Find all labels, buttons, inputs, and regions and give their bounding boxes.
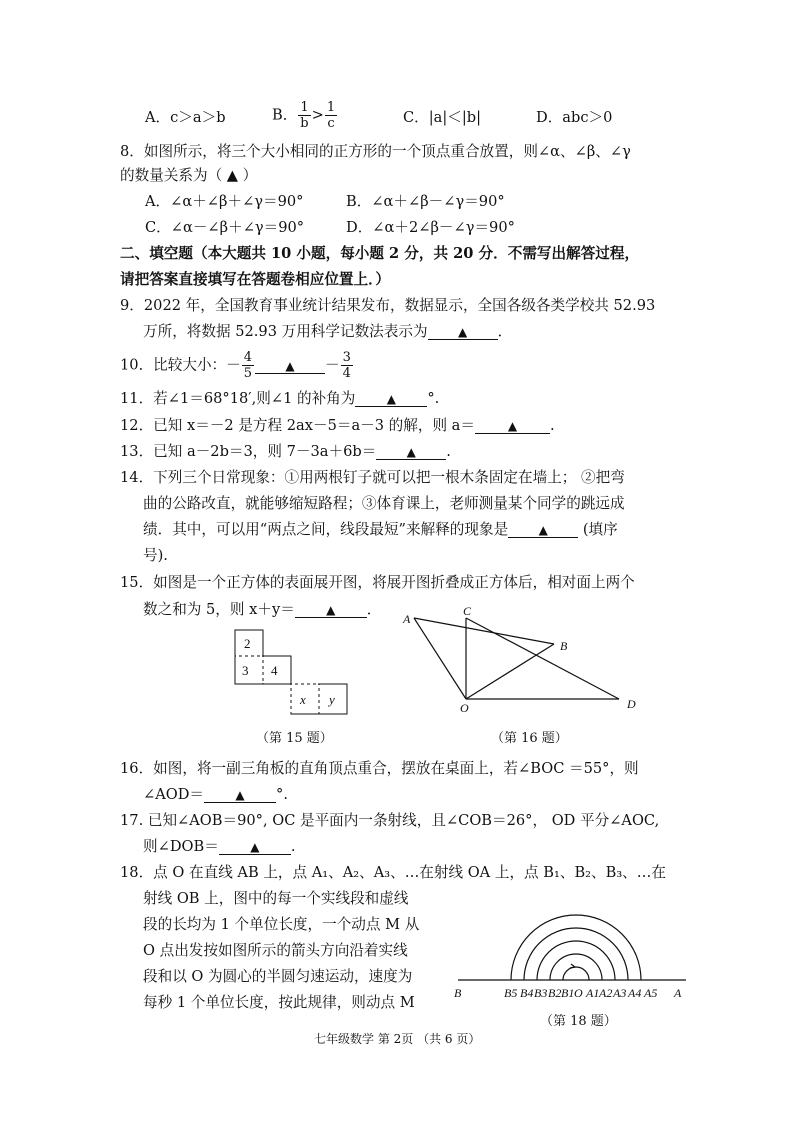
- q7-frac-1: $\frac{1}{b}$: [300, 100, 309, 131]
- q12-line: 12．已知 x＝－2 是方程 2ax－5＝a－3 的解，则 a＝ ▲ .: [120, 417, 555, 434]
- q10-line: 10．比较大小：－ $\frac{4}{5}$ ▲ － $\frac{3}{4}$: [120, 350, 351, 381]
- net-label-y: y: [329, 692, 335, 707]
- label-b: B: [454, 986, 462, 1000]
- q13-answer-blank[interactable]: ▲: [376, 443, 446, 460]
- q17-line2: 则∠DOB＝ ▲ .: [143, 838, 296, 855]
- q7-option-a: A．c＞a＞b: [145, 109, 226, 126]
- label-b: B: [560, 639, 568, 653]
- label-a3: A3: [613, 986, 627, 1000]
- net-face-3: [235, 656, 263, 684]
- label-a2: A2: [599, 986, 613, 1000]
- label-o: O: [574, 986, 583, 1000]
- q15-line2: 数之和为 5，则 x＋y＝ ▲ ．: [143, 601, 382, 618]
- label-b1: B1: [561, 986, 575, 1000]
- net-label-3: 3: [242, 663, 249, 678]
- q14-answer-blank[interactable]: ▲: [508, 521, 578, 538]
- q10-frac-2: $\frac{3}{4}$: [342, 350, 351, 381]
- line-ao: [414, 618, 466, 699]
- semicircle-3: [537, 941, 615, 980]
- q15-answer-blank[interactable]: ▲: [295, 601, 367, 618]
- q18-line4: O 点出发按如图所示的箭头方向沿着实线: [143, 942, 408, 959]
- section2-heading-line2: 请把答案直接填写在答题卷相应位置上．）: [120, 271, 390, 288]
- q12-answer-blank[interactable]: ▲: [475, 417, 550, 434]
- q8-option-b: B．∠α＋∠β－∠γ＝90°: [346, 193, 505, 210]
- q9-line1: 9．2022 年，全国教育事业统计结果发布，数据显示，全国各级各类学校共 52.93: [120, 297, 656, 314]
- caption-15: （第 15 题）: [256, 731, 333, 746]
- q10-frac-1: $\frac{4}{5}$: [243, 350, 253, 381]
- cube-net-figure: [225, 626, 355, 718]
- q18-line2: 射线 OB 上，图中的每一个实线段和虚线: [143, 890, 409, 907]
- caption-18: （第 18 题）: [540, 1014, 617, 1029]
- label-a: A: [674, 986, 682, 1000]
- label-b3: B3: [534, 986, 548, 1000]
- line-cd: [466, 618, 619, 699]
- label-b5: B5: [504, 986, 518, 1000]
- q14-line4: 号).: [143, 547, 168, 564]
- q16-line1: 16．如图，将一副三角板的直角顶点重合，摆放在桌面上，若∠BOC ＝55°，则: [120, 760, 639, 777]
- q17-line1: 17. 已知∠AOB＝90°, OC 是平面内一条射线，且∠COB＝26°， OD 平分∠AOC,: [120, 812, 660, 829]
- q7-option-b: B． $\frac{1}{b}$ > $\frac{1}{c}$: [272, 100, 336, 131]
- arrow-icon: [570, 964, 575, 968]
- q7-option-b-label: B．: [272, 106, 298, 124]
- q18-line3: 段的长均为 1 个单位长度，一个动点 M 从: [143, 916, 420, 933]
- label-a1: A1: [586, 986, 600, 1000]
- net-label-2: 2: [244, 636, 251, 651]
- q14-line2: 曲的公路改直，就能够缩短路程；③体育课上，老师测量某个同学的跳远成: [143, 495, 625, 512]
- q9-line2: 万所，将数据 52.93 万用科学记数法表示为 ▲ ．: [143, 323, 513, 340]
- q16-line2: ∠AOD＝ ▲ °.: [143, 786, 288, 803]
- q8-line1: 8．如图所示，将三个大小相同的正方形的一个顶点重合放置，则∠α、∠β、∠γ: [120, 143, 631, 160]
- label-d: D: [627, 697, 636, 711]
- q16-answer-blank[interactable]: ▲: [204, 786, 276, 803]
- net-label-4: 4: [271, 663, 278, 678]
- q10-answer-blank[interactable]: ▲: [255, 357, 325, 374]
- q14-line3: 绩．其中，可以用“两点之间，线段最短”来解释的现象是 ▲ (填序: [143, 521, 618, 538]
- page-footer: 七年级数学 第 2页 （共 6 页）: [314, 1032, 481, 1046]
- label-b2: B2: [548, 986, 562, 1000]
- label-a: A: [403, 612, 411, 626]
- q17-answer-blank[interactable]: ▲: [219, 838, 291, 855]
- q8-line2: 的数量关系为（ ▲ ）: [120, 167, 258, 184]
- q7-frac-2: $\frac{1}{c}$: [326, 100, 336, 131]
- label-a4: A4: [628, 986, 642, 1000]
- q15-line1: 15．如图是一个正方体的表面展开图，将展开图折叠成正方体后，相对面上两个: [120, 574, 635, 591]
- label-a5: A5: [644, 986, 658, 1000]
- caption-16: （第 16 题）: [491, 731, 568, 746]
- line-ob: [466, 644, 554, 699]
- set-squares-figure: [398, 604, 648, 716]
- q8-option-a: A．∠α＋∠β＋∠γ＝90°: [145, 193, 304, 210]
- semicircle-5: [511, 915, 641, 980]
- line-ab: [414, 618, 554, 644]
- label-b4: B4: [520, 986, 534, 1000]
- q14-line1: 14．下列三个日常现象：①用两根钉子就可以把一根木条固定在墙上； ②把弯: [120, 469, 625, 486]
- semicircle-1: [563, 967, 589, 980]
- q8-option-c: C．∠α－∠β＋∠γ＝90°: [145, 219, 305, 236]
- q8-option-d: D．∠α＋2∠β－∠γ＝90°: [346, 219, 515, 236]
- net-label-x: x: [300, 692, 306, 707]
- q18-line6: 每秒 1 个单位长度，按此规律，则动点 M: [143, 994, 415, 1011]
- label-c: C: [463, 604, 472, 618]
- q11-line: 11．若∠1＝68°18′,则∠1 的补角为 ▲ °.: [120, 390, 440, 407]
- q11-answer-blank[interactable]: ▲: [355, 390, 427, 407]
- q13-line: 13．已知 a－2b＝3，则 7－3a＋6b＝ ▲ .: [120, 443, 451, 460]
- q18-line5: 段和以 O 为圆心的半圆匀速运动，速度为: [143, 968, 413, 985]
- q18-line1: 18．点 O 在直线 AB 上，点 A₁、A₂、A₃、…在射线 OA 上，点 B₁、B₂、B₃、…在: [120, 864, 666, 881]
- section2-heading-line1: 二、填空题（本大题共 10 小题，每小题 2 分，共 20 分．不需写出解答过程，: [120, 245, 640, 262]
- label-o: O: [460, 701, 469, 715]
- semicircles-figure: [448, 892, 694, 1004]
- q7-option-d: D．abc＞0: [536, 109, 613, 126]
- q9-answer-blank[interactable]: ▲: [428, 323, 498, 340]
- q7-option-c: C．|a|＜|b|: [403, 109, 482, 126]
